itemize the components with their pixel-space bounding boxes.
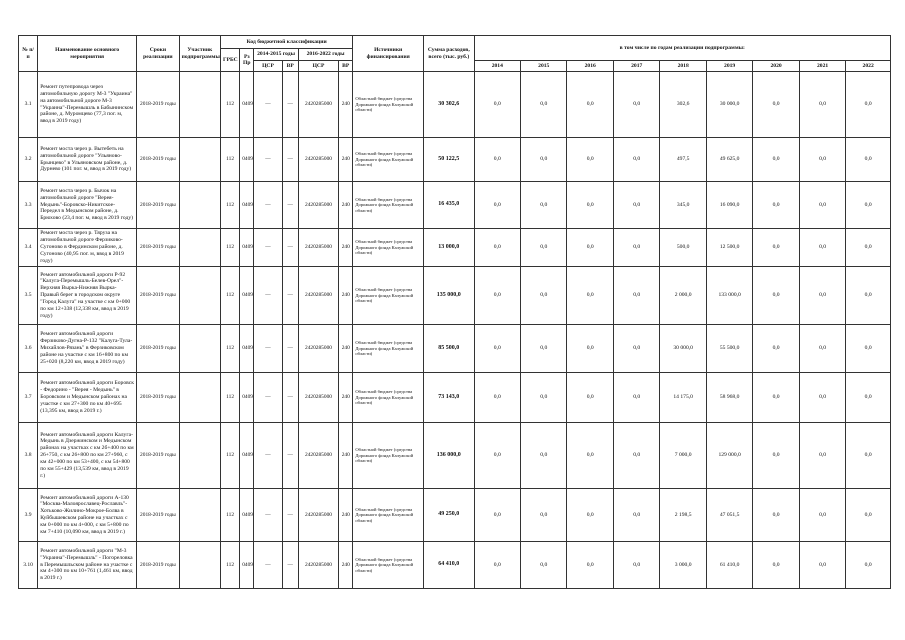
table-body [19, 72, 891, 589]
row-index: 3.8 [19, 423, 38, 489]
row-vr-2014-2015: — [282, 267, 298, 325]
row-term: 2018-2019 годы [137, 542, 179, 589]
row-year-2022: 0,0 [846, 489, 891, 542]
header-by-years: в том числе по годам реализации подпрограммы: [474, 36, 890, 61]
header-csr-a: ЦСР [254, 61, 282, 72]
row-year-2020: 0,0 [753, 138, 799, 182]
row-grbs: 112 [221, 267, 240, 325]
row-vr-2014-2015: — [282, 138, 298, 182]
header-vr-b: ВР [339, 61, 353, 72]
row-rzpr: 0409 [240, 182, 254, 229]
row-year-2016: 0,0 [567, 423, 613, 489]
row-year-2018: 3 000,0 [660, 542, 706, 589]
header-year-2022: 2022 [846, 61, 891, 72]
row-participant [179, 138, 220, 182]
row-year-2020: 0,0 [753, 267, 799, 325]
row-term: 2018-2019 годы [137, 325, 179, 373]
row-rzpr: 0409 [240, 489, 254, 542]
header-year-2019: 2019 [706, 61, 752, 72]
row-participant [179, 229, 220, 267]
row-index: 3.9 [19, 489, 38, 542]
header-total: Сумма расходов, всего (тыс. руб.) [424, 36, 475, 72]
row-csr-2016-2022: 2420285000 [298, 229, 338, 267]
row-year-2015: 0,0 [521, 138, 567, 182]
row-year-2021: 0,0 [799, 325, 845, 373]
row-csr-2016-2022: 2420285000 [298, 138, 338, 182]
row-year-2019: 47 051,5 [706, 489, 752, 542]
row-year-2018: 2 198,5 [660, 489, 706, 542]
row-funding-source: Областной бюджет (средства Дорожного фонда Калужской области) [353, 229, 424, 267]
row-total-sum: 64 410,0 [424, 542, 475, 589]
row-activity-name: Ремонт автомобильной дороги А-130 "Москва-Малоярославец-Рославль"-Хотьково-Жилино-Мокрое-Болва в Куйбышевском районе на участках с км 0+000 по км 4+000, с км 5+800 по км 7+410 (10,090 км, ввод в 2019 г.) [38, 489, 137, 542]
row-csr-2016-2022: 2420285000 [298, 182, 338, 229]
row-participant [179, 72, 220, 138]
row-csr-2014-2015: — [254, 325, 282, 373]
row-activity-name: Ремонт моста через р. Вытебеть на автомобильной дороге "Ульяново-Брынцево" в Ульяновском районе, д. Дурнево (101 пог. м, ввод в 2019 году) [38, 138, 137, 182]
row-year-2015: 0,0 [521, 373, 567, 423]
row-rzpr: 0409 [240, 229, 254, 267]
row-total-sum: 50 122,5 [424, 138, 475, 182]
row-total-sum: 13 000,0 [424, 229, 475, 267]
row-grbs: 112 [221, 542, 240, 589]
row-vr-2016-2022: 240 [339, 229, 353, 267]
row-total-sum: 49 250,0 [424, 489, 475, 542]
row-year-2018: 302,6 [660, 72, 706, 138]
row-year-2017: 0,0 [613, 373, 659, 423]
row-year-2014: 0,0 [474, 138, 520, 182]
row-funding-source: Областной бюджет (средства Дорожного фонда Калужской области) [353, 72, 424, 138]
row-activity-name: Ремонт автомобильной дороги Калуга-Медынь в Дзержинском и Медынском районах на участках с км 2б+400 по км 26+750, с км 26+800 по км 27+960, с км 42+000 по км 53+400, с км 54+800 по км 55+429 (13,539 км, ввод в 2019 г.) [38, 423, 137, 489]
row-csr-2016-2022: 2420285000 [298, 489, 338, 542]
table-row [19, 229, 891, 267]
row-year-2019: 30 000,0 [706, 72, 752, 138]
row-year-2014: 0,0 [474, 542, 520, 589]
row-year-2016: 0,0 [567, 267, 613, 325]
row-year-2018: 2 000,0 [660, 267, 706, 325]
row-rzpr: 0409 [240, 138, 254, 182]
table-row [19, 373, 891, 423]
row-year-2021: 0,0 [799, 229, 845, 267]
row-vr-2014-2015: — [282, 229, 298, 267]
row-year-2019: 12 500,0 [706, 229, 752, 267]
row-participant [179, 325, 220, 373]
row-csr-2014-2015: — [254, 138, 282, 182]
row-rzpr: 0409 [240, 423, 254, 489]
row-funding-source: Областной бюджет (средства Дорожного фонда Калужской области) [353, 325, 424, 373]
row-rzpr: 0409 [240, 542, 254, 589]
row-csr-2016-2022: 2420285000 [298, 423, 338, 489]
row-year-2022: 0,0 [846, 423, 891, 489]
header-term: Сроки реализации [137, 36, 179, 72]
row-year-2021: 0,0 [799, 267, 845, 325]
row-csr-2016-2022: 2420285000 [298, 542, 338, 589]
row-year-2014: 0,0 [474, 267, 520, 325]
row-vr-2016-2022: 240 [339, 423, 353, 489]
row-year-2016: 0,0 [567, 542, 613, 589]
header-year-2015: 2015 [521, 61, 567, 72]
row-year-2019: 61 410,0 [706, 542, 752, 589]
row-year-2016: 0,0 [567, 325, 613, 373]
row-vr-2016-2022: 240 [339, 72, 353, 138]
row-total-sum: 135 000,0 [424, 267, 475, 325]
row-activity-name: Ремонт моста через р. Бычок на автомобильной дороге "Верея-Медынь"-Боровско-Никитское-Передел в Медынском районе, д. Брюхово (23,4 пог. м, ввод в 2019 году) [38, 182, 137, 229]
row-vr-2016-2022: 240 [339, 373, 353, 423]
header-year-2017: 2017 [613, 61, 659, 72]
row-year-2017: 0,0 [613, 267, 659, 325]
row-vr-2014-2015: — [282, 373, 298, 423]
row-year-2019: 55 500,0 [706, 325, 752, 373]
row-csr-2014-2015: — [254, 72, 282, 138]
row-index: 3.2 [19, 138, 38, 182]
row-year-2017: 0,0 [613, 72, 659, 138]
row-year-2016: 0,0 [567, 72, 613, 138]
row-term: 2018-2019 годы [137, 229, 179, 267]
row-funding-source: Областной бюджет (средства Дорожного фонда Калужской области) [353, 423, 424, 489]
header-year-2014: 2014 [474, 61, 520, 72]
row-vr-2014-2015: — [282, 542, 298, 589]
row-year-2021: 0,0 [799, 489, 845, 542]
row-grbs: 112 [221, 138, 240, 182]
row-year-2021: 0,0 [799, 542, 845, 589]
row-year-2017: 0,0 [613, 542, 659, 589]
header-num: № п/п [19, 36, 38, 72]
row-year-2014: 0,0 [474, 229, 520, 267]
row-year-2014: 0,0 [474, 373, 520, 423]
row-activity-name: Ремонт моста через р. Тяруза на автомобильной дороге Ферзиково-Сугоново в Фердинском районе, д. Сугоново (40,95 пог. м, ввод в 2019 году) [38, 229, 137, 267]
row-term: 2018-2019 годы [137, 72, 179, 138]
row-year-2017: 0,0 [613, 423, 659, 489]
row-year-2015: 0,0 [521, 542, 567, 589]
row-vr-2014-2015: — [282, 325, 298, 373]
row-total-sum: 136 000,0 [424, 423, 475, 489]
header-participant: Участник подпрограммы [179, 36, 220, 72]
table-row [19, 182, 891, 229]
table-row [19, 325, 891, 373]
row-year-2016: 0,0 [567, 229, 613, 267]
row-year-2020: 0,0 [753, 325, 799, 373]
row-total-sum: 16 435,0 [424, 182, 475, 229]
row-term: 2018-2019 годы [137, 373, 179, 423]
row-total-sum: 30 302,6 [424, 72, 475, 138]
row-csr-2014-2015: — [254, 373, 282, 423]
row-year-2014: 0,0 [474, 423, 520, 489]
row-activity-name: Ремонт путепровода через автомобильную дорогу М-3 "Украина" на автомобильной дороге М-3 "Украина"-Перемышль в Бабынинском районе, д. Муромцево (77,3 пог. м, ввод в 2019 году) [38, 72, 137, 138]
row-index: 3.10 [19, 542, 38, 589]
row-year-2020: 0,0 [753, 489, 799, 542]
row-index: 3.7 [19, 373, 38, 423]
row-year-2022: 0,0 [846, 182, 891, 229]
row-year-2022: 0,0 [846, 542, 891, 589]
header-vr-a: ВР [282, 61, 298, 72]
row-funding-source: Областной бюджет (средства Дорожного фонда Калужской области) [353, 542, 424, 589]
row-csr-2014-2015: — [254, 182, 282, 229]
table-row [19, 138, 891, 182]
row-vr-2016-2022: 240 [339, 325, 353, 373]
row-year-2016: 0,0 [567, 138, 613, 182]
header-rzpr: Рз Пр [240, 49, 254, 72]
row-total-sum: 85 500,0 [424, 325, 475, 373]
row-term: 2018-2019 годы [137, 423, 179, 489]
row-index: 3.6 [19, 325, 38, 373]
row-total-sum: 73 143,0 [424, 373, 475, 423]
row-index: 3.4 [19, 229, 38, 267]
row-vr-2014-2015: — [282, 423, 298, 489]
row-vr-2016-2022: 240 [339, 138, 353, 182]
row-grbs: 112 [221, 182, 240, 229]
row-vr-2016-2022: 240 [339, 182, 353, 229]
row-grbs: 112 [221, 489, 240, 542]
row-vr-2014-2015: — [282, 489, 298, 542]
table-row [19, 72, 891, 138]
row-year-2014: 0,0 [474, 72, 520, 138]
row-csr-2016-2022: 2420285000 [298, 373, 338, 423]
row-index: 3.3 [19, 182, 38, 229]
header-grbs: ГРБС [221, 49, 240, 72]
row-year-2017: 0,0 [613, 138, 659, 182]
row-grbs: 112 [221, 373, 240, 423]
table-row [19, 423, 891, 489]
row-participant [179, 542, 220, 589]
row-year-2015: 0,0 [521, 325, 567, 373]
row-year-2018: 30 000,0 [660, 325, 706, 373]
row-year-2016: 0,0 [567, 489, 613, 542]
row-year-2015: 0,0 [521, 267, 567, 325]
row-rzpr: 0409 [240, 325, 254, 373]
row-grbs: 112 [221, 229, 240, 267]
row-year-2017: 0,0 [613, 229, 659, 267]
row-participant [179, 182, 220, 229]
header-year-2021: 2021 [799, 61, 845, 72]
row-year-2018: 7 000,0 [660, 423, 706, 489]
row-vr-2016-2022: 240 [339, 489, 353, 542]
row-year-2017: 0,0 [613, 325, 659, 373]
header-name: Наименование основного мероприятия [38, 36, 137, 72]
row-vr-2014-2015: — [282, 182, 298, 229]
row-year-2021: 0,0 [799, 72, 845, 138]
row-year-2019: 16 090,0 [706, 182, 752, 229]
row-year-2021: 0,0 [799, 423, 845, 489]
row-csr-2014-2015: — [254, 229, 282, 267]
row-participant [179, 489, 220, 542]
row-funding-source: Областной бюджет (средства Дорожного фонда Калужской области) [353, 373, 424, 423]
header-sources: Источники финансирования [353, 36, 424, 72]
row-csr-2014-2015: — [254, 267, 282, 325]
row-term: 2018-2019 годы [137, 267, 179, 325]
row-year-2020: 0,0 [753, 182, 799, 229]
row-csr-2016-2022: 2420285000 [298, 267, 338, 325]
row-year-2014: 0,0 [474, 182, 520, 229]
row-csr-2014-2015: — [254, 489, 282, 542]
row-term: 2018-2019 годы [137, 182, 179, 229]
row-vr-2014-2015: — [282, 72, 298, 138]
row-term: 2018-2019 годы [137, 138, 179, 182]
row-year-2017: 0,0 [613, 182, 659, 229]
row-year-2016: 0,0 [567, 373, 613, 423]
table-row [19, 542, 891, 589]
row-funding-source: Областной бюджет (средства Дорожного фонда Калужской области) [353, 182, 424, 229]
row-year-2018: 497,5 [660, 138, 706, 182]
header-year-2016: 2016 [567, 61, 613, 72]
row-activity-name: Ремонт автомобильной дороги "М-3 "Украина"-Перемышль" - Погореловка в Перемышльском районе на участке с км 4+300 по км 10+761 (1,461 км, ввод в 2019 г.) [38, 542, 137, 589]
row-grbs: 112 [221, 72, 240, 138]
header-csr-b: ЦСР [298, 61, 338, 72]
table-header [19, 36, 891, 72]
row-year-2021: 0,0 [799, 182, 845, 229]
row-index: 3.1 [19, 72, 38, 138]
row-term: 2018-2019 годы [137, 489, 179, 542]
row-year-2015: 0,0 [521, 489, 567, 542]
row-year-2015: 0,0 [521, 229, 567, 267]
row-year-2021: 0,0 [799, 373, 845, 423]
row-participant [179, 267, 220, 325]
table-row [19, 267, 891, 325]
row-year-2017: 0,0 [613, 489, 659, 542]
row-year-2015: 0,0 [521, 423, 567, 489]
row-year-2018: 345,0 [660, 182, 706, 229]
row-year-2016: 0,0 [567, 182, 613, 229]
row-year-2015: 0,0 [521, 72, 567, 138]
row-rzpr: 0409 [240, 267, 254, 325]
row-year-2022: 0,0 [846, 138, 891, 182]
row-year-2020: 0,0 [753, 72, 799, 138]
row-year-2019: 133 000,0 [706, 267, 752, 325]
row-csr-2014-2015: — [254, 542, 282, 589]
program-table-sheet [18, 35, 891, 589]
row-year-2014: 0,0 [474, 489, 520, 542]
row-year-2019: 58 968,0 [706, 373, 752, 423]
row-year-2020: 0,0 [753, 373, 799, 423]
row-activity-name: Ремонт автомобильной дороги Боровск - Федорино - "Верея - Медынь" в Боровском и Медынском районах на участке с км 27+300 по км 40+695 (13,395 км, ввод в 2019 г.) [38, 373, 137, 423]
row-csr-2016-2022: 2420285000 [298, 325, 338, 373]
row-activity-name: Ремонт автомобильной дороги Р-92 "Калуга-Перемышль-Белев-Орел"-Верхняя Вырка-Нижняя Вырка-Правый берег в городском округе "Город Калуга" на участке с км 0+000 по км 12+338 (12,338 км, ввод в 2019 году) [38, 267, 137, 325]
row-csr-2016-2022: 2420285000 [298, 72, 338, 138]
row-year-2019: 49 625,0 [706, 138, 752, 182]
row-grbs: 112 [221, 423, 240, 489]
program-activities-table [18, 35, 891, 589]
row-rzpr: 0409 [240, 373, 254, 423]
row-year-2015: 0,0 [521, 182, 567, 229]
header-period-2016-2022: 2016-2022 годы [298, 49, 353, 61]
row-activity-name: Ремонт автомобильной дороги Ферзиково-Дугна-Р-132 "Калуга-Тула-Михайлов-Рязань" в Ферзиковском районе на участке с км 16+800 по км 25+020 (8,220 км, ввод в 2019 году) [38, 325, 137, 373]
row-year-2021: 0,0 [799, 138, 845, 182]
row-csr-2014-2015: — [254, 423, 282, 489]
row-year-2018: 500,0 [660, 229, 706, 267]
header-year-2018: 2018 [660, 61, 706, 72]
row-year-2022: 0,0 [846, 229, 891, 267]
header-year-2020: 2020 [753, 61, 799, 72]
row-year-2019: 129 000,0 [706, 423, 752, 489]
row-year-2020: 0,0 [753, 542, 799, 589]
row-funding-source: Областной бюджет (средства Дорожного фонда Калужской области) [353, 138, 424, 182]
row-participant [179, 373, 220, 423]
row-vr-2016-2022: 240 [339, 267, 353, 325]
row-year-2022: 0,0 [846, 373, 891, 423]
row-funding-source: Областной бюджет (средства Дорожного фонда Калужской области) [353, 267, 424, 325]
table-row [19, 489, 891, 542]
row-index: 3.5 [19, 267, 38, 325]
row-funding-source: Областной бюджет (средства Дорожного фонда Калужской области) [353, 489, 424, 542]
row-year-2022: 0,0 [846, 325, 891, 373]
row-grbs: 112 [221, 325, 240, 373]
row-year-2020: 0,0 [753, 229, 799, 267]
row-vr-2016-2022: 240 [339, 542, 353, 589]
row-year-2020: 0,0 [753, 423, 799, 489]
header-budget-class: Код бюджетной классификации [221, 36, 353, 49]
row-year-2014: 0,0 [474, 325, 520, 373]
row-participant [179, 423, 220, 489]
row-year-2018: 14 175,0 [660, 373, 706, 423]
row-year-2022: 0,0 [846, 267, 891, 325]
header-period-2014-2015: 2014-2015 годы [254, 49, 298, 61]
row-year-2022: 0,0 [846, 72, 891, 138]
row-rzpr: 0409 [240, 72, 254, 138]
